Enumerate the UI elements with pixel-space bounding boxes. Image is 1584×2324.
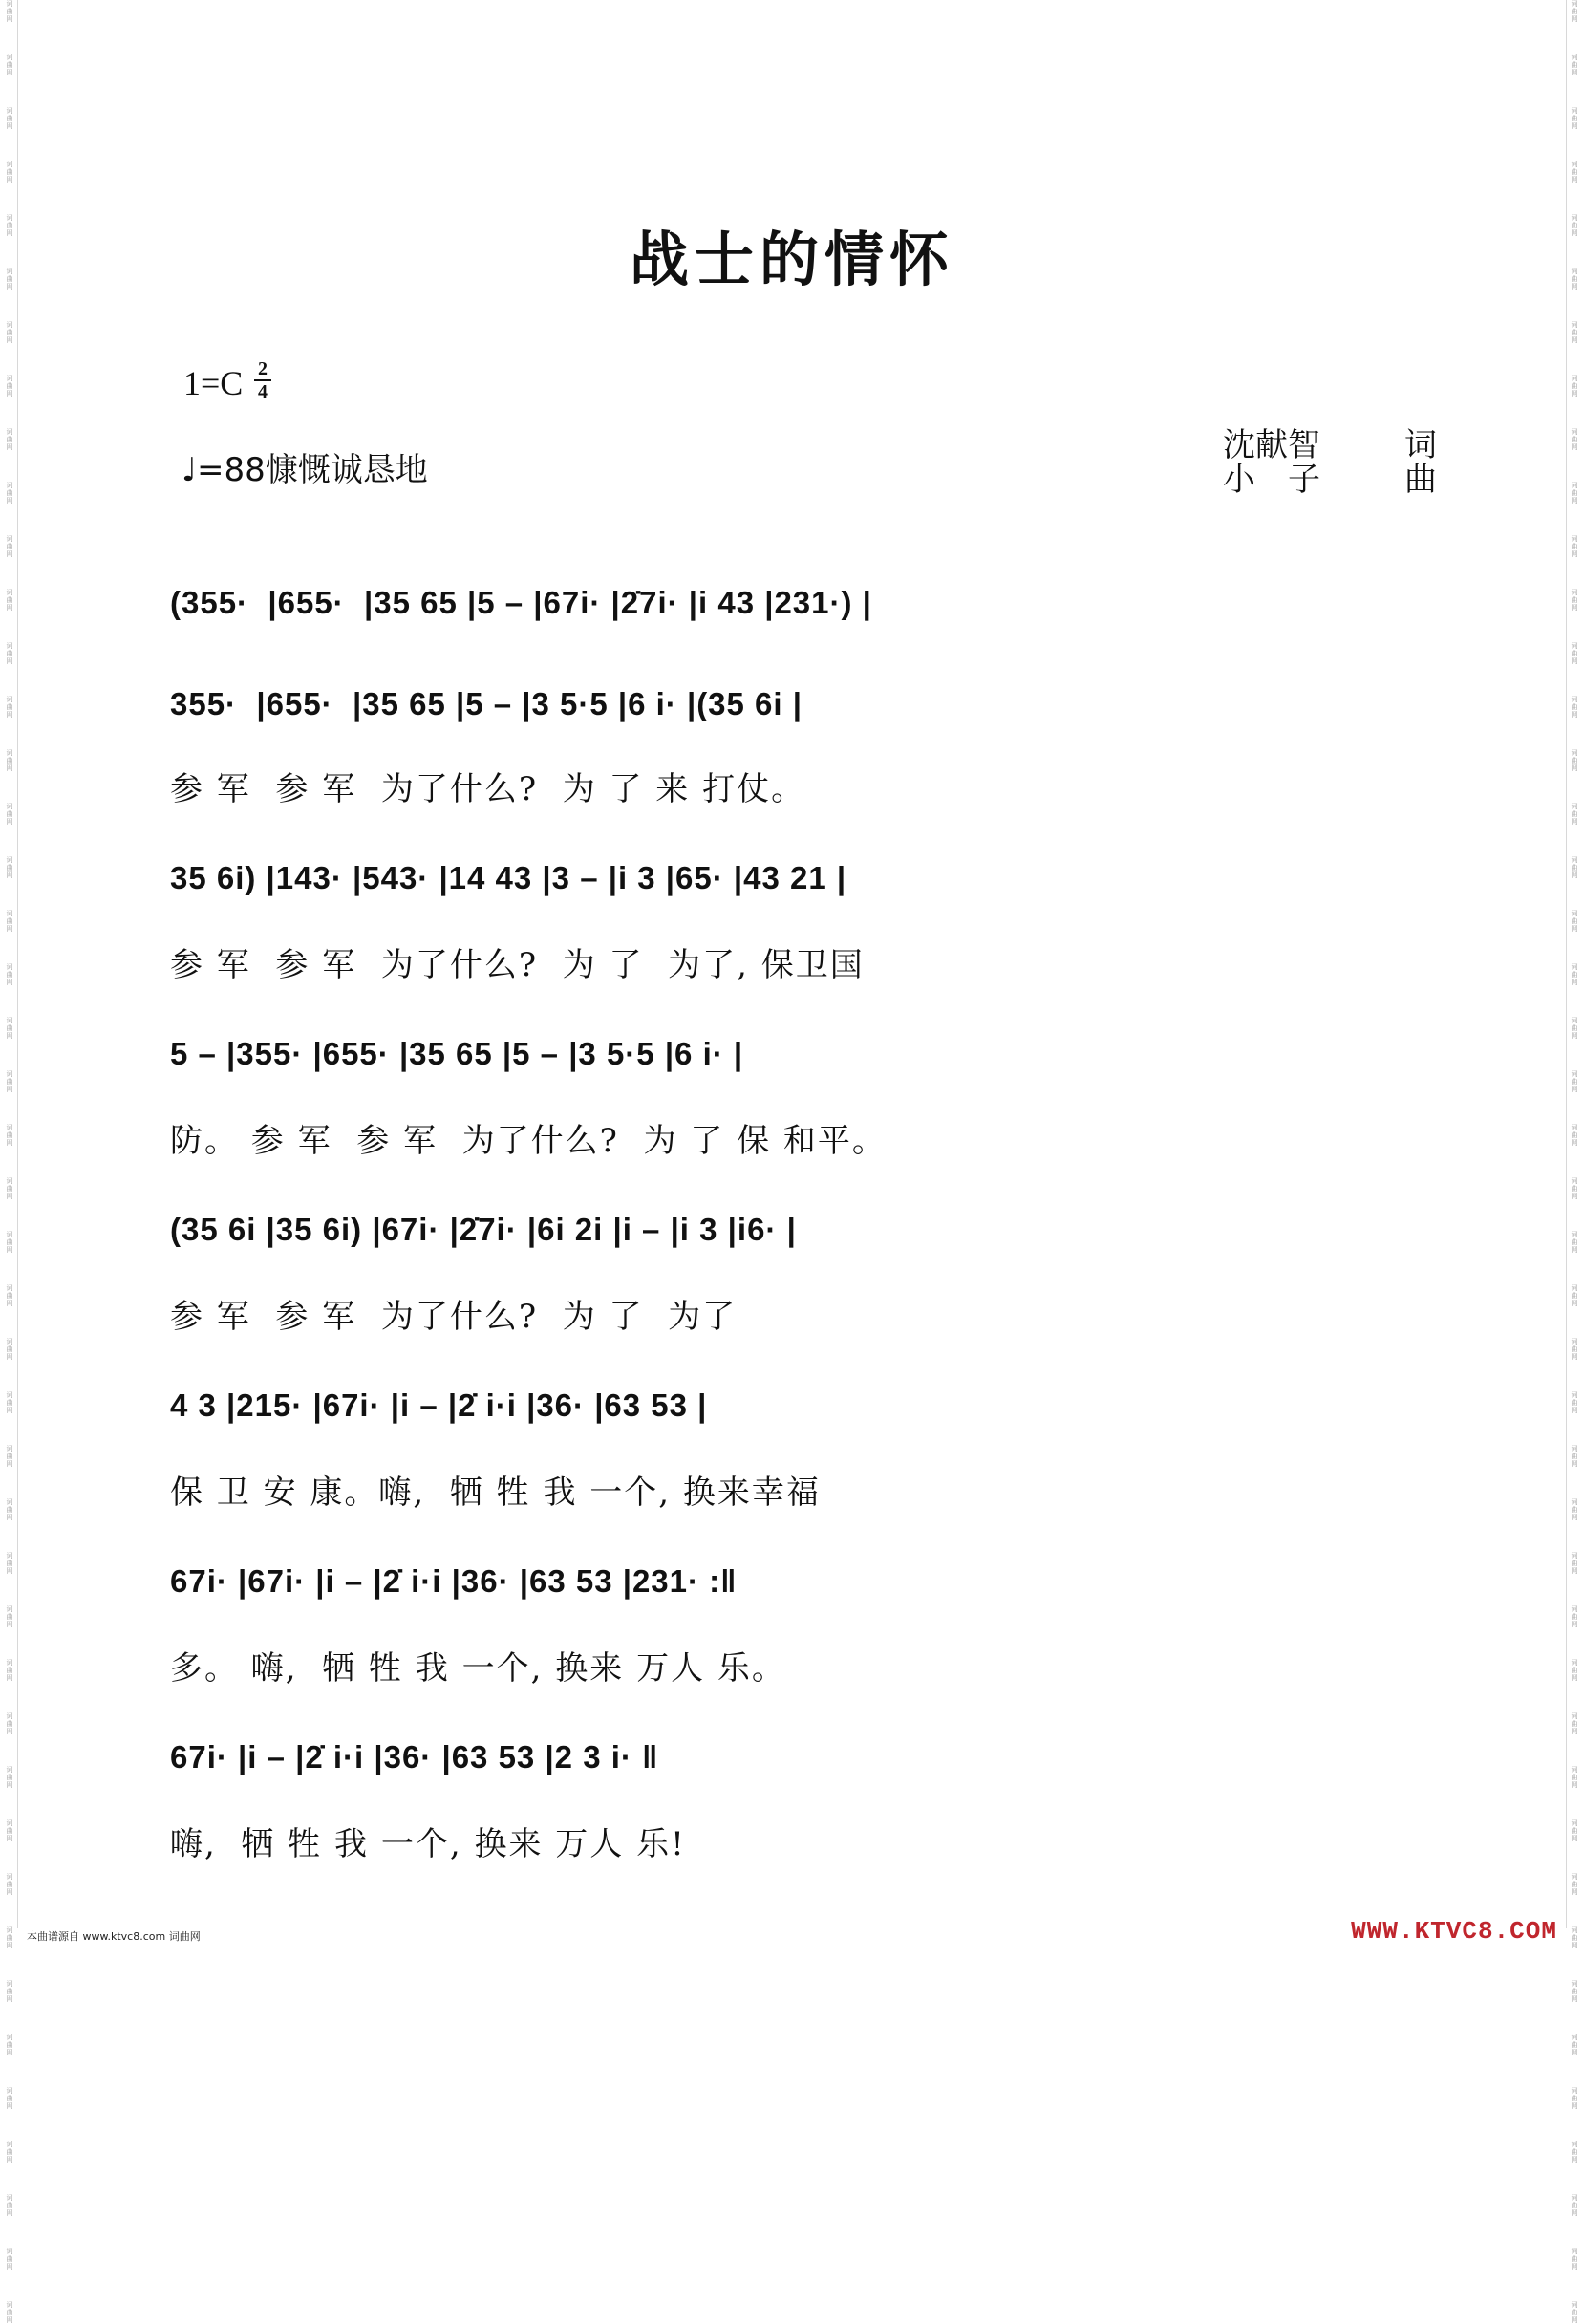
watermark-text: 词曲网 <box>6 214 13 237</box>
watermark-text: 词曲网 <box>1571 589 1578 612</box>
watermark-text: 词曲网 <box>6 1712 13 1735</box>
watermark-text: 词曲网 <box>6 1177 13 1200</box>
watermark-text: 词曲网 <box>1571 910 1578 933</box>
watermark-text: 词曲网 <box>1571 1284 1578 1307</box>
watermark-text: 词曲网 <box>6 1231 13 1254</box>
composer-role: 曲 <box>1404 461 1437 499</box>
footer-source: 本曲谱源自 www.ktvc8.com 词曲网 <box>27 1930 201 1943</box>
watermark-text: 词曲网 <box>1571 1712 1578 1735</box>
watermark-text: 词曲网 <box>6 2034 13 2056</box>
watermark-text: 词曲网 <box>1571 107 1578 130</box>
watermark-text: 词曲网 <box>1571 2141 1578 2163</box>
time-signature-top: 2 <box>258 358 268 379</box>
watermark-text: 词曲网 <box>6 54 13 76</box>
tempo-marking: ♩=88慷慨诚恳地 <box>182 451 428 489</box>
notes-line-6: 4 3 |215· |67i· |i – |2̇ i·i |36· |63 53 | <box>170 1388 708 1423</box>
notes-line-8: 67i· |i – |2̇ i·i |36· |63 53 |2 3 i· ‖ <box>170 1739 659 1775</box>
watermark-text: 词曲网 <box>1571 1980 1578 2003</box>
watermark-text: 词曲网 <box>1571 535 1578 558</box>
watermark-text: 词曲网 <box>1571 375 1578 398</box>
watermark-text: 词曲网 <box>6 696 13 719</box>
watermark-text: 词曲网 <box>6 428 13 451</box>
watermark-text: 词曲网 <box>6 1819 13 1842</box>
lyrics-line-6: 保 卫 安 康。嗨, 牺 牲 我 一个, 换来幸福 <box>170 1474 821 1512</box>
watermark-text: 词曲网 <box>1571 161 1578 183</box>
lyricist-credit <box>1223 419 1452 464</box>
watermark-text: 词曲网 <box>6 1659 13 1682</box>
notes-line-4: 5 – |355· |655· |35 65 |5 – |3 5·5 |6 i· | <box>170 1036 744 1071</box>
notes-line-7: 67i· |67i· |i – |2̇ i·i |36· |63 53 |231· :‖ <box>170 1563 738 1599</box>
watermark-text: 词曲网 <box>1571 1391 1578 1414</box>
watermark-text: 词曲网 <box>6 1124 13 1147</box>
watermark-text: 词曲网 <box>6 1338 13 1361</box>
watermark-text: 词曲网 <box>6 749 13 772</box>
watermark-text: 词曲网 <box>1571 0 1578 23</box>
watermark-text: 词曲网 <box>1571 1766 1578 1789</box>
watermark-text: 词曲网 <box>6 1017 13 1040</box>
footer-brand: WWW.KTVC8.COM <box>1351 1917 1557 1946</box>
watermark-text: 词曲网 <box>1571 2034 1578 2056</box>
watermark-text: 词曲网 <box>6 856 13 879</box>
watermark-text: 词曲网 <box>6 1552 13 1575</box>
watermark-text: 词曲网 <box>1571 1552 1578 1575</box>
watermark-text: 词曲网 <box>1571 2194 1578 2217</box>
notes-line-2: 355· |655· |35 65 |5 – |3 5·5 |6 i· |(35 6i | <box>170 686 803 721</box>
watermark-text: 词曲网 <box>6 1445 13 1468</box>
watermark-text: 词曲网 <box>6 1766 13 1789</box>
watermark-text: 词曲网 <box>6 910 13 933</box>
notes-line-3: 35 6i) |143· |543· |14 43 |3 – |i 3 |65· |43 21 | <box>170 860 847 895</box>
lyricist-role: 词 <box>1404 426 1437 464</box>
watermark-text: 词曲网 <box>1571 1124 1578 1147</box>
watermark-text: 词曲网 <box>6 482 13 505</box>
watermark-text: 词曲网 <box>1571 749 1578 772</box>
lyrics-line-3: 参 军 参 军 为了什么? 为 了 为了, 保卫国 <box>170 946 865 984</box>
watermark-text: 词曲网 <box>1571 1177 1578 1200</box>
watermark-text: 词曲网 <box>6 107 13 130</box>
watermark-text: 词曲网 <box>1571 268 1578 290</box>
watermark-text: 词曲网 <box>1571 856 1578 879</box>
watermark-text: 词曲网 <box>6 589 13 612</box>
watermark-text: 词曲网 <box>6 642 13 665</box>
lyrics-line-8: 嗨, 牺 牲 我 一个, 换来 万人 乐! <box>170 1825 686 1863</box>
time-signature-bottom: 4 <box>258 381 268 402</box>
watermark-text: 词曲网 <box>6 1070 13 1093</box>
watermark-text: 词曲网 <box>6 161 13 183</box>
time-signature <box>254 359 271 401</box>
lyricist-name: 沈献智 <box>1223 426 1320 464</box>
composer-credit <box>1223 453 1452 499</box>
lyrics-line-5: 参 军 参 军 为了什么? 为 了 为了 <box>170 1298 738 1336</box>
watermark-text: 词曲网 <box>6 963 13 986</box>
watermark-text: 词曲网 <box>1571 1926 1578 1949</box>
notes-line-5: (35 6i |35 6i) |67i· |2̇7i· |6i 2i |i – |i 3 |i6· | <box>170 1212 797 1247</box>
lyrics-line-7: 多。 嗨, 牺 牲 我 一个, 换来 万人 乐。 <box>170 1649 786 1688</box>
watermark-text: 词曲网 <box>6 1980 13 2003</box>
watermark-text: 词曲网 <box>6 1284 13 1307</box>
watermark-text: 词曲网 <box>6 2141 13 2163</box>
watermark-text: 词曲网 <box>6 2194 13 2217</box>
watermark-text: 词曲网 <box>1571 1873 1578 1896</box>
watermark-text: 词曲网 <box>6 375 13 398</box>
composer-name: 小 子 <box>1223 461 1320 499</box>
song-title: 战士的情怀 <box>629 225 954 294</box>
watermark-text: 词曲网 <box>6 1391 13 1414</box>
watermark-text: 词曲网 <box>6 803 13 826</box>
watermark-text: 词曲网 <box>1571 321 1578 344</box>
watermark-text: 词曲网 <box>6 1605 13 1628</box>
watermark-text: 词曲网 <box>1571 963 1578 986</box>
watermark-text: 词曲网 <box>6 535 13 558</box>
lyrics-line-2: 参 军 参 军 为了什么? 为 了 来 打仗。 <box>170 770 806 808</box>
watermark-text: 词曲网 <box>1571 1070 1578 1093</box>
watermark-text: 词曲网 <box>1571 1498 1578 1521</box>
watermark-text: 词曲网 <box>6 268 13 290</box>
watermark-text: 词曲网 <box>6 0 13 23</box>
watermark-text: 词曲网 <box>1571 1659 1578 1682</box>
watermark-text: 词曲网 <box>1571 2087 1578 2110</box>
watermark-text: 词曲网 <box>1571 803 1578 826</box>
lyrics-line-4: 防。 参 军 参 军 为了什么? 为 了 保 和平。 <box>170 1122 887 1160</box>
watermark-text: 词曲网 <box>1571 214 1578 237</box>
watermark-text: 词曲网 <box>1571 642 1578 665</box>
watermark-text: 词曲网 <box>1571 1445 1578 1468</box>
watermark-text: 词曲网 <box>6 2248 13 2270</box>
watermark-text: 词曲网 <box>1571 1231 1578 1254</box>
watermark-text: 词曲网 <box>6 1926 13 1949</box>
watermark-text: 词曲网 <box>1571 482 1578 505</box>
watermark-text: 词曲网 <box>1571 1338 1578 1361</box>
watermark-text: 词曲网 <box>1571 1605 1578 1628</box>
watermark-text: 词曲网 <box>1571 696 1578 719</box>
watermark-text: 词曲网 <box>1571 54 1578 76</box>
watermark-text: 词曲网 <box>6 2087 13 2110</box>
watermark-text: 词曲网 <box>1571 2301 1578 2324</box>
watermark-text: 词曲网 <box>6 321 13 344</box>
watermark-text: 词曲网 <box>6 1873 13 1896</box>
watermark-text: 词曲网 <box>1571 1819 1578 1842</box>
notes-line-1: (355· |655· |35 65 |5 – |67i· |2̇7i· |i 43 |231·) | <box>170 585 872 620</box>
watermark-text: 词曲网 <box>1571 1017 1578 1040</box>
watermark-text: 词曲网 <box>6 1498 13 1521</box>
watermark-text: 词曲网 <box>1571 2248 1578 2270</box>
key-signature: 1=C <box>183 364 244 402</box>
watermark-text: 词曲网 <box>6 2301 13 2324</box>
watermark-text: 词曲网 <box>1571 428 1578 451</box>
